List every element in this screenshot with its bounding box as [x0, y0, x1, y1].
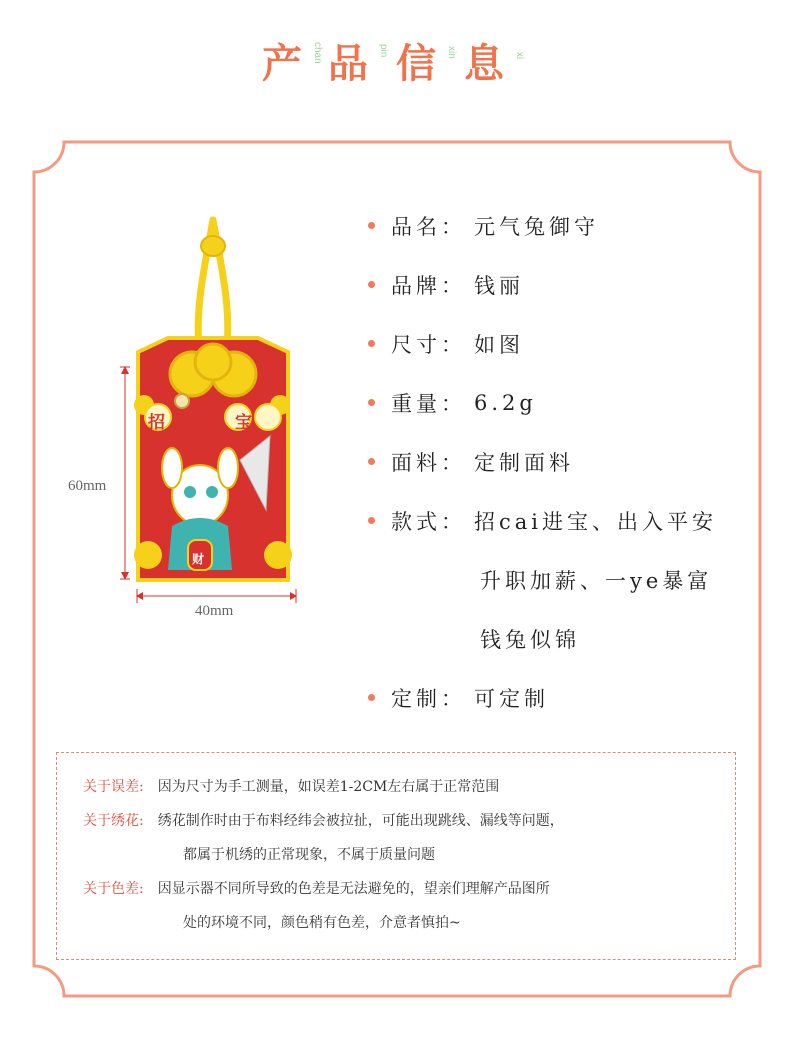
- info-row-style-cont: [368, 609, 768, 668]
- info-label: 重量：: [391, 391, 466, 416]
- info-value: 6.2g: [474, 390, 537, 415]
- charm-title: 招财进宝: [148, 413, 264, 433]
- bullet-dot: [368, 458, 375, 465]
- note-text: 绣花制作时由于布料经纬会被拉扯，可能出现跳线、漏线等问题，: [157, 813, 564, 829]
- info-value-cont: 升职加薪、一ye暴富: [480, 568, 713, 593]
- info-value: 定制面料: [474, 450, 574, 475]
- width-label: 40mm: [195, 603, 234, 619]
- height-dimension-line: [120, 210, 130, 630]
- info-label: 定制：: [391, 686, 466, 711]
- bullet-dot: [368, 399, 375, 406]
- info-label: 款式：: [391, 509, 466, 534]
- product-info-list: [368, 196, 768, 727]
- info-row-custom: [368, 668, 768, 727]
- note-label: 关于色差:: [83, 881, 144, 897]
- bullet-dot: [368, 694, 375, 701]
- height-label: 60mm: [68, 478, 107, 494]
- note-label: 关于绣花:: [83, 813, 144, 829]
- info-value-cont: 钱兔似锦: [480, 627, 580, 652]
- note-text-cont: 都属于机绣的正常现象，不属于质量问题: [183, 847, 435, 863]
- page-title: [0, 40, 790, 90]
- note-text-cont: 处的环境不同，颜色稍有色差，介意者慎拍~: [183, 915, 461, 931]
- bullet-dot: [368, 340, 375, 347]
- note-error: [83, 777, 499, 797]
- title-char: 产: [262, 41, 302, 87]
- info-row-name: [368, 196, 768, 255]
- info-value: 如图: [474, 332, 524, 357]
- note-label: 关于误差:: [83, 779, 144, 795]
- title-pinyin: xi: [514, 52, 525, 60]
- bullet-dot: [368, 517, 375, 524]
- width-dimension-line: [136, 588, 298, 602]
- title-char: 息: [464, 41, 504, 87]
- title-char: 品: [328, 41, 368, 87]
- info-label: 品名：: [391, 214, 466, 239]
- info-label: 面料：: [391, 450, 466, 475]
- charm-badge: 财: [192, 552, 205, 566]
- info-row-style: [368, 491, 768, 550]
- product-illustration: [120, 210, 320, 630]
- note-text: 因显示器不同所导致的色差是无法避免的，望亲们理解产品图所: [157, 881, 550, 897]
- info-label: 品牌：: [391, 273, 466, 298]
- note-color: [83, 879, 550, 899]
- info-row-weight: [368, 373, 768, 432]
- info-label: 尺寸：: [391, 332, 466, 357]
- note-embroidery: [83, 811, 564, 831]
- info-row-size: [368, 314, 768, 373]
- info-row-fabric: [368, 432, 768, 491]
- info-value: 元气兔御守: [474, 214, 599, 239]
- info-row-brand: [368, 255, 768, 314]
- title-pinyin: pin: [378, 44, 389, 58]
- info-value: 可定制: [474, 686, 549, 711]
- title-pinyin: chan: [312, 42, 323, 64]
- info-value: 招cai进宝、出入平安: [474, 509, 717, 534]
- notes-box: [56, 752, 736, 960]
- info-row-style-cont: [368, 550, 768, 609]
- note-text: 因为尺寸为手工测量，如误差1-2CM左右属于正常范围: [157, 779, 500, 795]
- title-char: 信: [396, 41, 436, 87]
- bullet-dot: [368, 222, 375, 229]
- bullet-dot: [368, 281, 375, 288]
- info-value: 钱丽: [474, 273, 524, 298]
- title-pinyin: xin: [446, 46, 457, 59]
